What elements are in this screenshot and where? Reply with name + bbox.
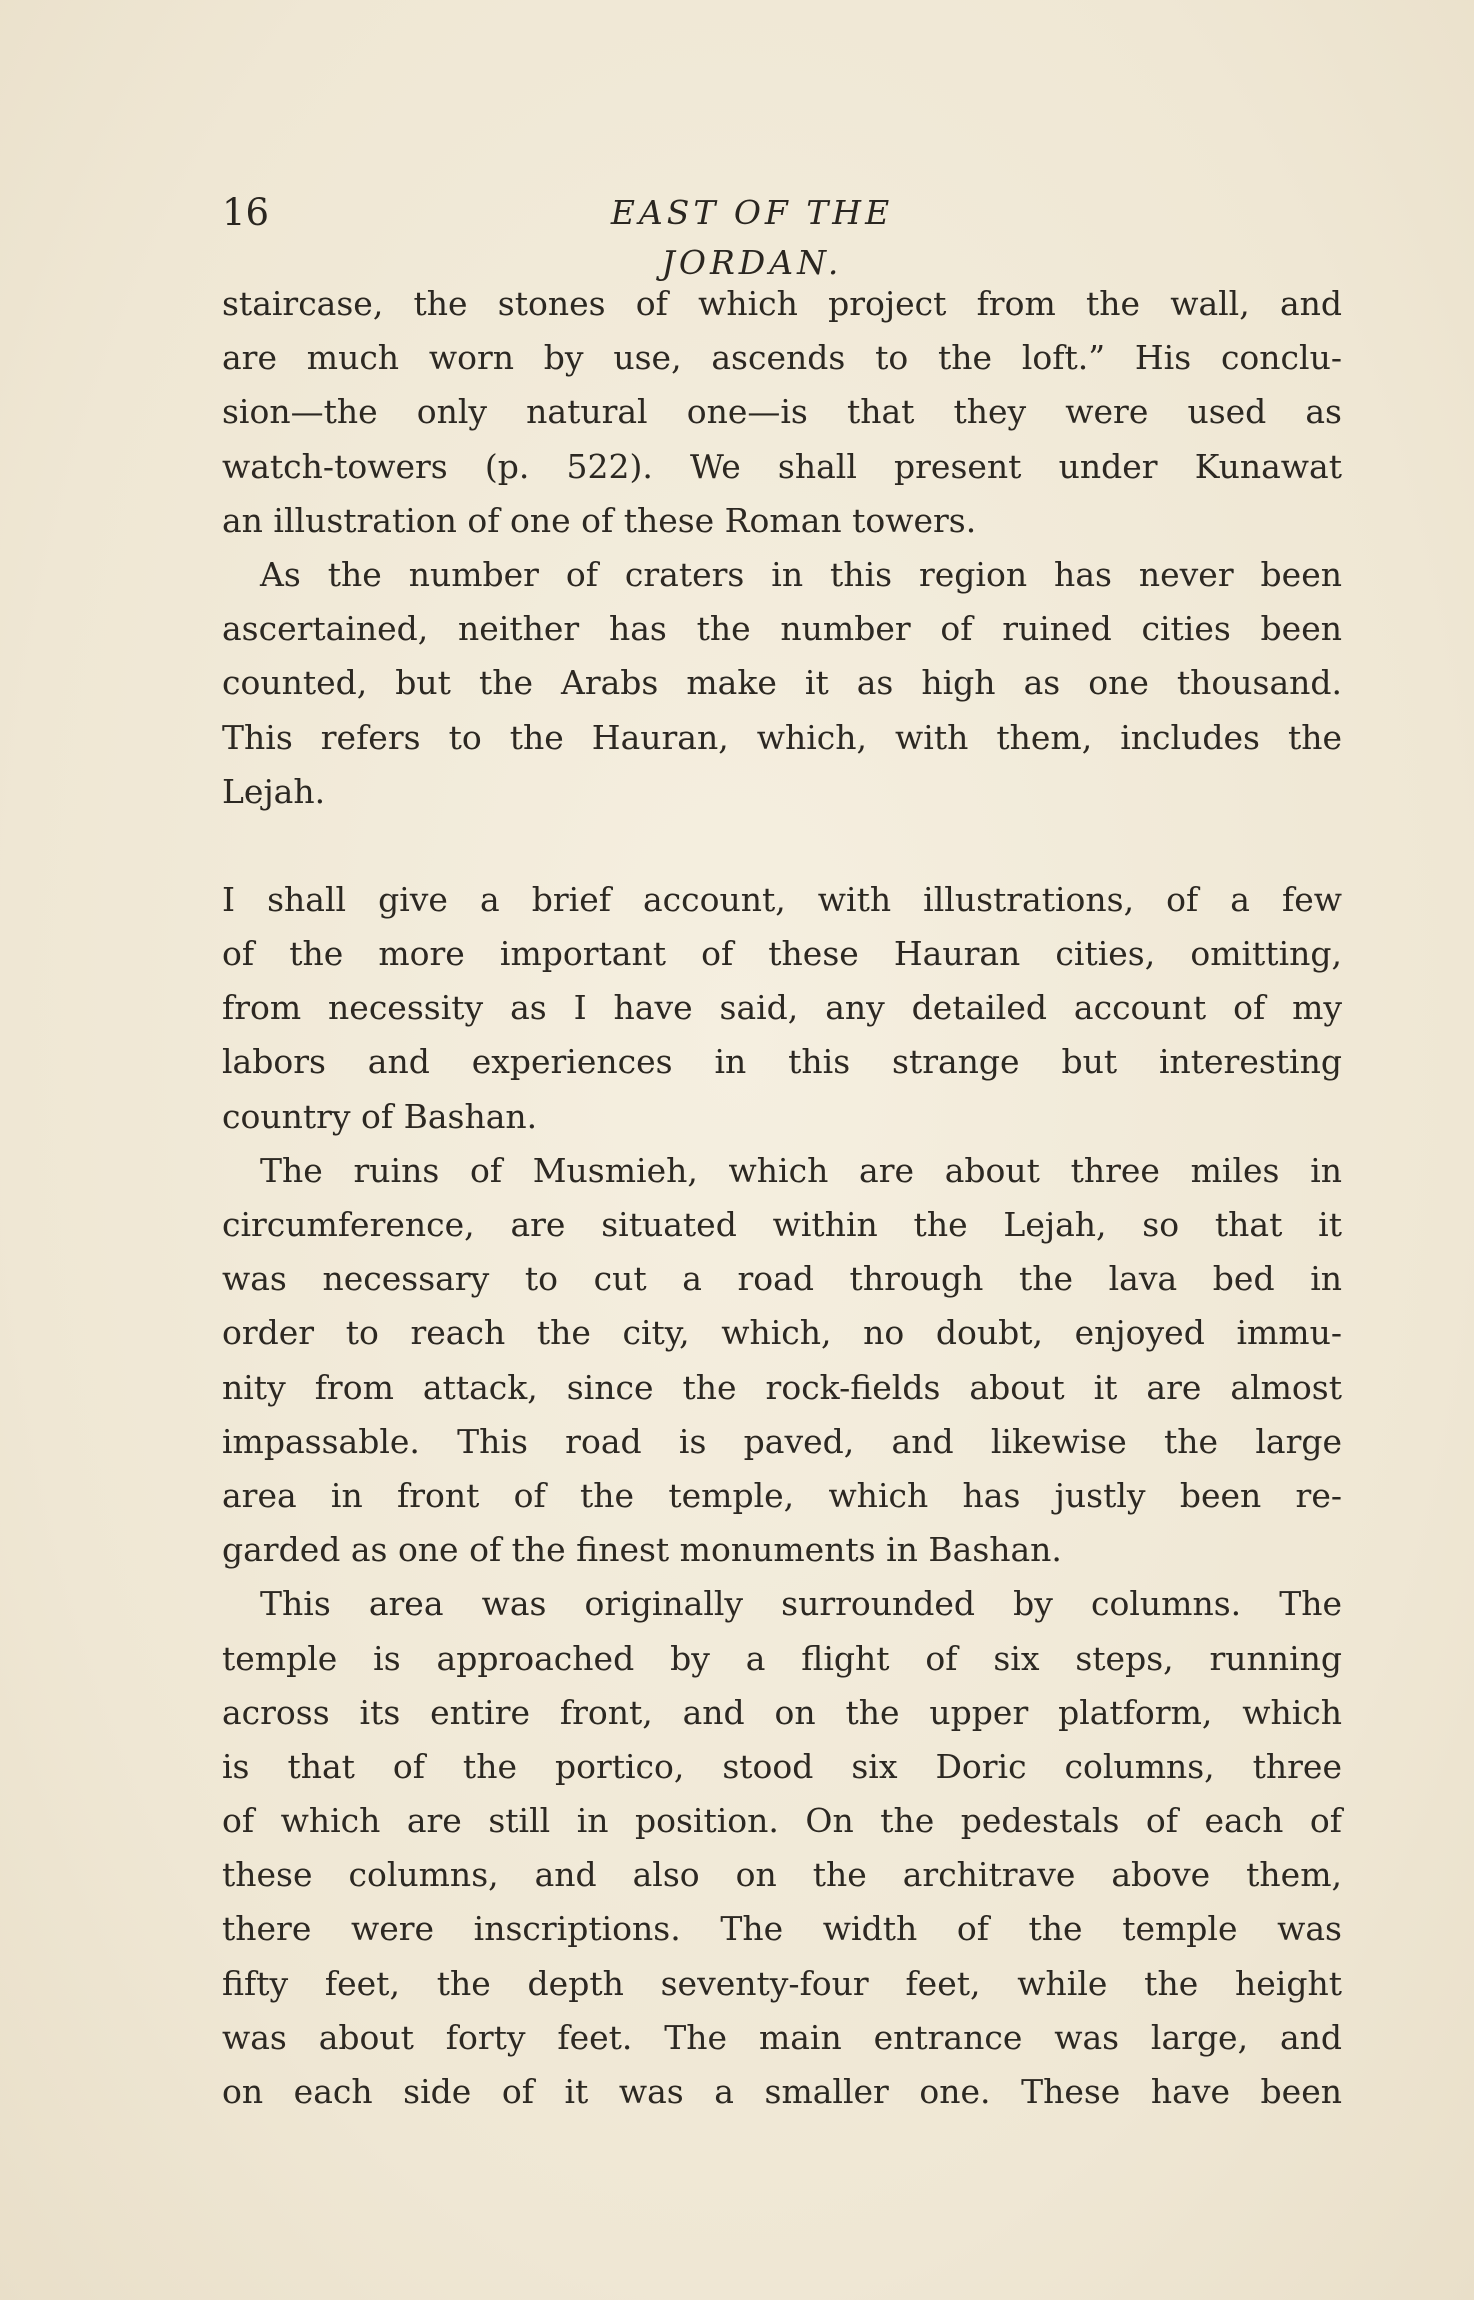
text-line: labors and experiences in this strange but interesting — [222, 1042, 1342, 1082]
text-line: fifty feet, the depth seventy-four feet, while the height — [222, 1963, 1342, 2003]
text-line: staircase, the stones of which project from the wall, and — [222, 284, 1342, 323]
text-line: counted, but the Arabs make it as high as one thousand. — [222, 663, 1342, 703]
book-title: EAST OF THE JORDAN. — [610, 193, 894, 282]
text-line: garded as one of the finest monuments in Bashan. — [222, 1530, 1062, 1570]
text-line: temple is approached by a flight of six steps, running — [222, 1638, 1342, 1678]
text-line: was necessary to cut a road through the lava bed in — [222, 1259, 1342, 1299]
paragraph-start-line: I shall give a brief account, with illustrations, of a few — [222, 879, 1342, 919]
text-line: on each side of it was a smaller one. These have been — [222, 2072, 1342, 2111]
running-head — [222, 188, 1342, 282]
text-line: Lejah. — [222, 771, 326, 811]
text-line: nity from attack, since the rock-fields about it are almost — [222, 1367, 1342, 1407]
text-line: an illustration of one of these Roman towers. — [222, 500, 977, 540]
section-break — [222, 819, 1342, 873]
paragraph-start-line: As the number of craters in this region has never been — [260, 554, 1342, 594]
text-line: country of Bashan. — [222, 1096, 538, 1136]
body-text — [222, 277, 1342, 2119]
text-line: was about forty feet. The main entrance was large, and — [222, 2017, 1342, 2057]
text-line: This refers to the Hauran, which, with them, includes the — [222, 717, 1342, 757]
text-line: watch-towers (p. 522). We shall present under Kunawat — [222, 446, 1342, 486]
text-line: order to reach the city, which, no doubt, enjoyed immu- — [222, 1313, 1342, 1353]
text-line: of the more important of these Hauran cities, omitting, — [222, 934, 1342, 974]
paragraph-start-line: This area was originally surrounded by columns. The — [260, 1584, 1342, 1624]
paragraph-start-line: The ruins of Musmieh, which are about three miles in — [260, 1150, 1342, 1190]
text-line: these columns, and also on the architrave above them, — [222, 1855, 1342, 1895]
text-line: circumference, are situated within the Lejah, so that it — [222, 1205, 1342, 1244]
text-line: sion—the only natural one—is that they were used as — [222, 392, 1342, 432]
text-line: ascertained, neither has the number of ruined cities been — [222, 609, 1342, 649]
text-line: there were inscriptions. The width of the temple was — [222, 1909, 1342, 1949]
text-line: is that of the portico, stood six Doric columns, three — [222, 1746, 1342, 1786]
text-line: across its entire front, and on the upper platform, which — [222, 1692, 1342, 1732]
text-line: area in front of the temple, which has justly been re- — [222, 1475, 1342, 1515]
text-line: are much worn by use, ascends to the loft.” His conclu- — [222, 338, 1342, 378]
page-number: 16 — [222, 191, 270, 234]
text-line: from necessity as I have said, any detailed account of my — [222, 988, 1342, 1028]
text-line: impassable. This road is paved, and likewise the large — [222, 1421, 1342, 1461]
text-line: of which are still in position. On the pedestals of each of — [222, 1801, 1342, 1841]
